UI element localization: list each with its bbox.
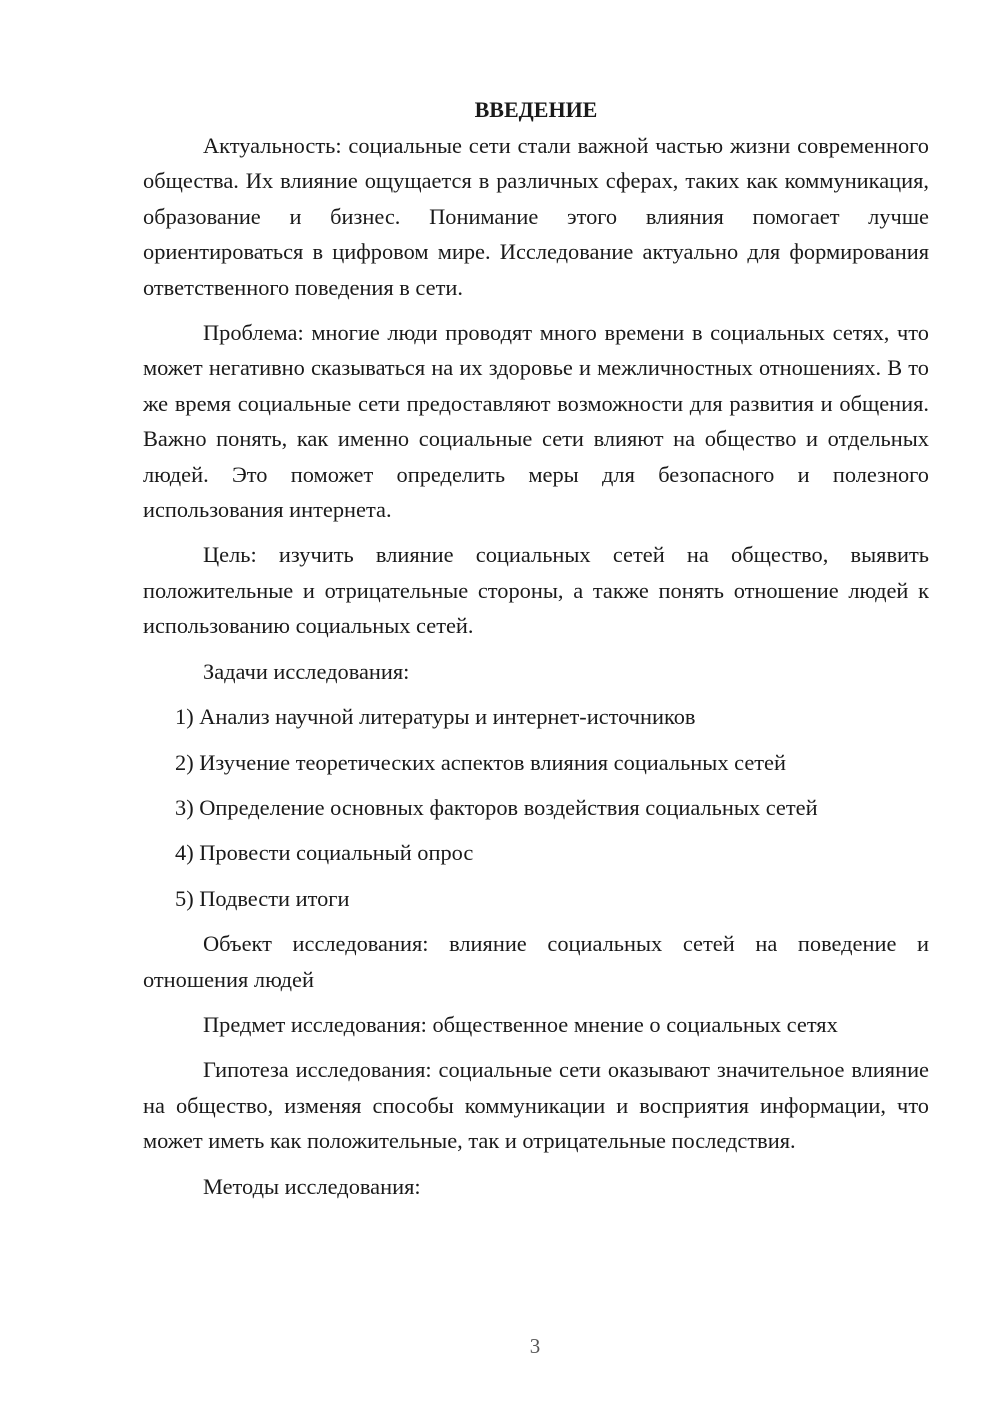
list-item: 5) Подвести итоги	[175, 885, 350, 911]
paragraph-relevance: Актуальность: социальные сети стали важной частью жизни современного общества. Их влияние ощущается в различных сферах, таких как коммуникация, образование и бизнес. Понимание этого влияния помогает лучше ориентироваться в цифровом мире. Исследование актуально для формирования ответственного поведения в сети.	[143, 133, 929, 300]
paragraph-object: Объект исследования: влияние социальных сетей на поведение и отношения людей	[143, 931, 929, 992]
list-item: 3) Определение основных факторов воздействия социальных сетей	[175, 794, 818, 820]
paragraph-goal: Цель: изучить влияние социальных сетей на общество, выявить положительные и отрицательные стороны, а также понять отношение людей к использованию социальных сетей.	[143, 542, 929, 639]
tasks-list	[143, 699, 929, 916]
list-item: 2) Изучение теоретических аспектов влияния социальных сетей	[175, 749, 786, 775]
paragraph-subject: Предмет исследования: общественное мнение о социальных сетях	[203, 1011, 838, 1037]
page-number: 3	[529, 1334, 541, 1358]
methods-heading: Методы исследования:	[203, 1173, 421, 1199]
page-title: ВВЕДЕНИЕ	[474, 97, 598, 122]
paragraph-problem: Проблема: многие люди проводят много времени в социальных сетях, что может негативно сказываться на их здоровье и межличностных отношениях. В то же время социальные сети предоставляют возможности для развития и общения. Важно понять, как именно социальные сети влияют на общество и отдельных людей. Это поможет определить меры для безопасного и полезного использования интернета.	[143, 320, 929, 523]
document-page	[143, 92, 929, 1214]
list-item: 4) Провести социальный опрос	[175, 840, 474, 866]
paragraph-hypothesis: Гипотеза исследования: социальные сети оказывают значительное влияние на общество, изменяя способы коммуникации и восприятия информации, что может иметь как положительные, так и отрицательные последствия.	[143, 1057, 929, 1154]
list-item: 1) Анализ научной литературы и интернет-источников	[175, 704, 696, 730]
tasks-heading: Задачи исследования:	[203, 658, 410, 684]
